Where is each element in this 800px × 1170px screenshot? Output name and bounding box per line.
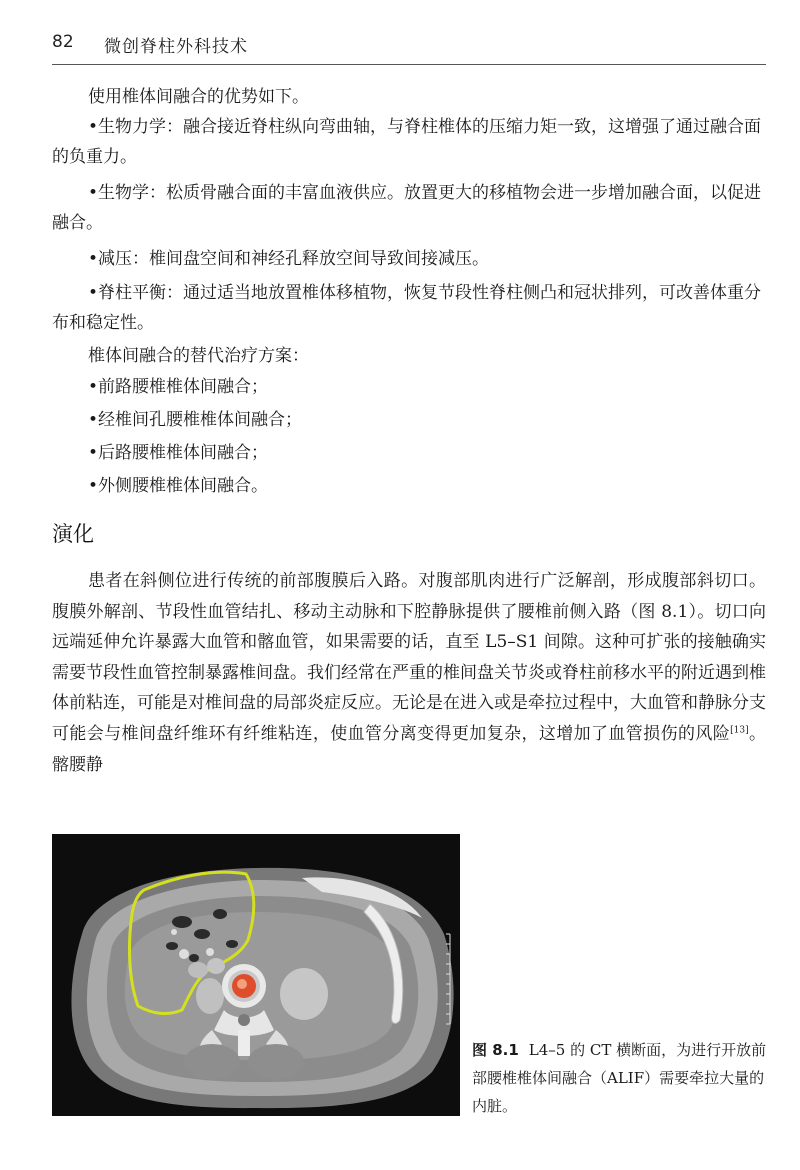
ct-scan-image <box>52 834 460 1116</box>
section-body-end: 。髂腰静 <box>52 723 767 775</box>
book-title: 微创脊柱外科技术 <box>104 37 248 57</box>
advantage-item-biology: •生物学：松质骨融合面的丰富血液供应。放置更大的移植物会进一步增加融合面，以促进融合。 <box>52 183 762 233</box>
alternative-item-alif: •前路腰椎椎体间融合； <box>88 377 269 397</box>
alternatives-intro: 椎体间融合的替代治疗方案： <box>88 346 309 366</box>
advantages-intro: 使用椎体间融合的优势如下。 <box>88 87 309 107</box>
advantage-item-balance: •脊柱平衡：通过适当地放置椎体移植物，恢复节段性脊柱侧凸和冠状排列，可改善体重分布和稳定性。 <box>52 283 762 333</box>
advantage-item-decompression: •减压：椎间盘空间和神经孔释放空间导致间接减压。 <box>88 249 490 269</box>
section-body <box>52 566 766 780</box>
figure-caption-text: L4–5 的 CT 横断面，为进行开放前部腰椎椎体间融合（ALIF）需要牵拉大量的内脏。 <box>472 1041 767 1115</box>
advantage-item-biomechanics: •生物力学：融合接近脊柱纵向弯曲轴，与脊柱椎体的压缩力矩一致，这增强了通过融合面的负重力。 <box>52 117 762 167</box>
section-body-text: 患者在斜侧位进行传统的前部腹膜后入路。对腹部肌肉进行广泛解剖，形成腹部斜切口。腹膜外解剖、节段性血管结扎、移动主动脉和下腔静脉提供了腰椎前侧入路（图 8.1）。切口向远端延伸允许暴露大血管和髂血管，如果需要的话，直至 L5–S1 间隙。这种可扩张的接触确实需要节段性血管控制暴露椎间盘。我们经常在严重的椎间盘关节炎或脊柱前移水平的附近遇到椎体前粘连，可能是对椎间盘的局部炎症反应。无论是在进入或是牵拉过程中，大血管和静脉分支可能会与椎间盘纤维环有纤维粘连，使血管分离变得更加复杂，这增加了血管损伤的风险 <box>52 571 766 744</box>
figure-label: 图 8.1 <box>472 1041 519 1059</box>
alternative-item-plif: •后路腰椎椎体间融合； <box>88 443 269 463</box>
section-title: 演化 <box>52 522 94 546</box>
page-number: 82 <box>52 32 74 52</box>
ct-scan-figure <box>52 834 460 1116</box>
alternative-item-llif: •外侧腰椎椎体间融合。 <box>88 476 269 496</box>
citation-ref: [13] <box>730 725 749 736</box>
figure-caption <box>472 1036 772 1120</box>
page-header <box>52 24 766 65</box>
alternative-item-tlif: •经椎间孔腰椎椎体间融合； <box>88 410 303 430</box>
